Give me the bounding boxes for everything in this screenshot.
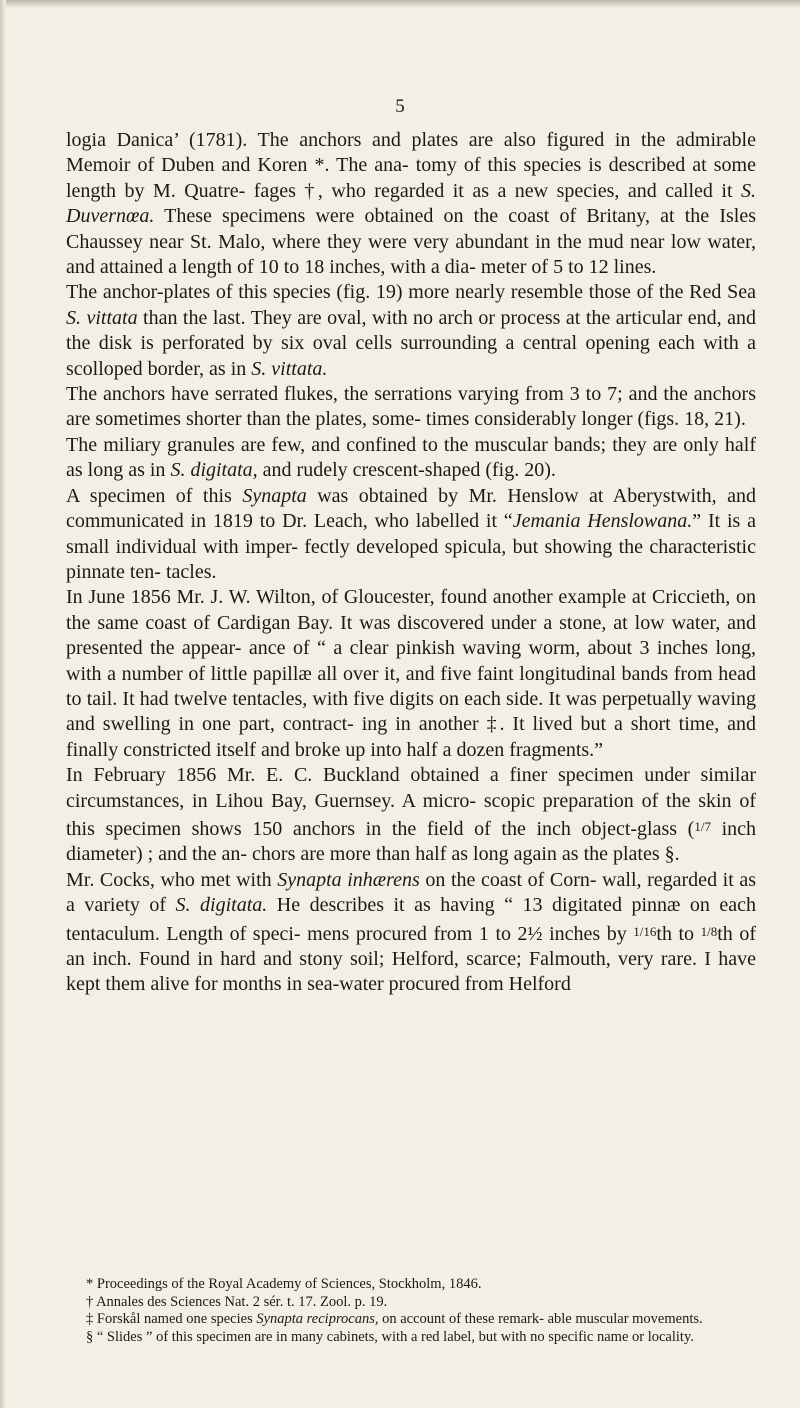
footnote — [66, 1329, 756, 1347]
paragraph — [66, 484, 756, 586]
paragraph — [66, 585, 756, 763]
italic-text: Synapta — [242, 484, 307, 507]
page-number: 5 — [395, 96, 405, 117]
text-run: In February 1856 Mr. E. C. Buckland obtained a finer specimen under similar circumstances, in Lihou Bay, Guernsey. A micro- scopic preparation of the skin of this specimen shows 150 anchors in the field of the inch object-glass ( — [66, 764, 756, 840]
paragraph — [66, 868, 756, 998]
text-run: § “ Slides ” of this specimen are in many cabinets, with a red label, but with no specific name or locality. — [86, 1328, 694, 1345]
fraction: 1/16 — [633, 923, 657, 939]
paragraph — [66, 280, 756, 382]
text-run: inch diameter) ; and the an- chors are more than half as long again as the plates §. — [66, 817, 756, 866]
paragraph — [66, 128, 756, 280]
text-run: and rudely crescent-shaped (fig. 20). — [257, 459, 556, 482]
text-run: The miliary granules are few, and confined to the muscular bands; they are only half as long as in — [66, 433, 756, 482]
italic-text: S. Duvernœa. — [66, 179, 756, 228]
text-run: th to — [656, 922, 701, 945]
text-run: Mr. Cocks, who met with — [66, 868, 278, 891]
italic-text: S. digitata. — [175, 894, 268, 917]
paragraph — [66, 382, 756, 433]
footnotes — [66, 1276, 756, 1346]
italic-text: S. digitata, — [170, 459, 258, 482]
text-run: ‡ Forskål named one species — [86, 1311, 257, 1327]
page-binding-shadow — [0, 0, 6, 1408]
fraction: 1/7 — [694, 818, 711, 834]
body-text — [66, 128, 756, 998]
italic-text: S. vittata. — [251, 357, 328, 380]
footnote — [66, 1276, 756, 1294]
paragraph — [66, 763, 756, 868]
text-run: The anchor-plates of this species (fig. 19) more nearly resemble those of the Red Sea — [66, 281, 756, 304]
page-edge-shadow — [0, 0, 800, 8]
text-run: The anchors have serrated flukes, the serrations varying from 3 to 7; and the anchors are sometimes shorter than the plates, some- times considerably longer (figs. 18, 21). — [66, 383, 756, 431]
italic-text: Synapta inhærens — [277, 868, 420, 891]
text-run: † Annales des Sciences Nat. 2 sér. t. 17. Zool. p. 19. — [86, 1293, 388, 1310]
text-run: th of an inch. Found in hard and stony soil; Helford, scarce; Falmouth, very rare. I have kept them alive for months in sea-water procured from Helford — [66, 922, 756, 996]
text-run: These specimens were obtained on the coast of Britany, at the Isles Chaussey near St. Malo, where they were very abundant in the mud near low water, and attained a length of 10 to 18 inches, with a dia- meter of 5 to 12 lines. — [66, 205, 756, 279]
footnote — [66, 1311, 756, 1329]
italic-text: Synapta reciprocans, — [256, 1311, 379, 1327]
text-run: on account of these remark- able muscular movements. — [378, 1311, 703, 1327]
italic-text: S. vittata — [66, 306, 138, 329]
text-run: logia Danica’ (1781). The anchors and plates are also figured in the admirable Memoir of Duben and Koren *. The ana- tomy of this species is described at some length by M. Quatre- fages †, who regarded it as a new species, and called it — [66, 129, 756, 202]
text-run: ” It is a small individual with imper- fectly developed spicula, but showing the characteristic pinnate ten- tacles. — [66, 510, 756, 583]
text-run: than the last. They are oval, with no arch or process at the articular end, and the disk is perforated by six oval cells surrounding a central opening each with a scolloped border, as in — [66, 306, 757, 380]
italic-text: Jemania Henslowana. — [512, 510, 693, 533]
paragraph — [66, 433, 756, 484]
text-run: was obtained by Mr. Henslow at Aberystwith, and communicated in 1819 to Dr. Leach, who labelled it “ — [66, 484, 756, 533]
footnote — [66, 1294, 756, 1312]
fraction: 1/8 — [700, 923, 718, 939]
text-run: A specimen of this — [66, 484, 243, 507]
text-run: In June 1856 Mr. J. W. Wilton, of Gloucester, found another example at Criccieth, on the same coast of Cardigan Bay. It was discovered under a stone, at low water, and presented the appear- ance of “ a clear pinkish waving worm, about 3 inches long, with a number of little papillæ all over it, and five faint longitudinal bands from head to tail. It had twelve tentacles, with five digits on each side. It was perpetually waving and swelling in one part, contract- ing in another ‡. It lived but a short time, and finally constricted itself and broke up into half a dozen fragments.” — [66, 586, 756, 761]
text-run: He describes it as having “ 13 digitated pinnæ on each tentaculum. Length of speci- mens procured from 1 to 2½ inches by — [66, 894, 756, 945]
text-run: * Proceedings of the Royal Academy of Sciences, Stockholm, 1846. — [86, 1276, 482, 1292]
text-run: on the coast of Corn- wall, regarded it as a variety of — [66, 868, 756, 917]
